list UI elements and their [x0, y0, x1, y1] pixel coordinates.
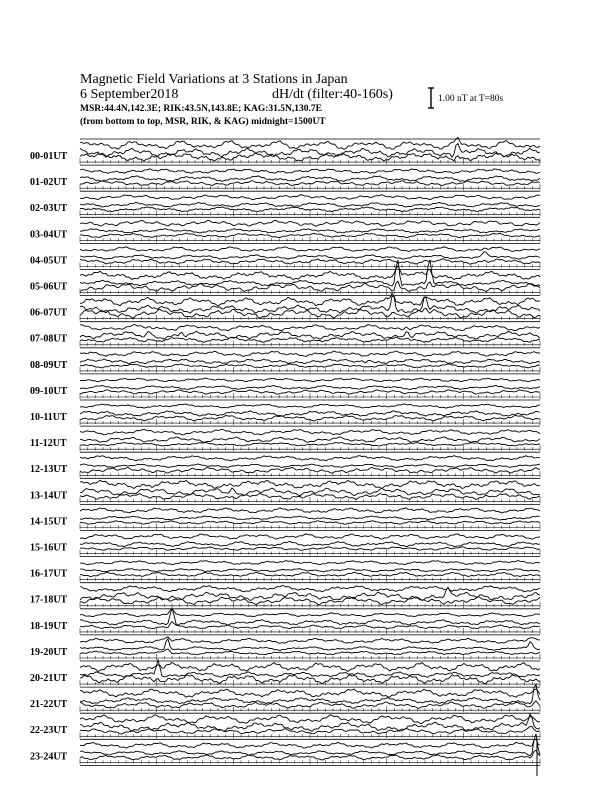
trace-09-10UT-RIK: [80, 385, 540, 389]
panel-label-06-07UT: 06-07UT: [30, 307, 68, 319]
panel-label-22-23UT: 22-23UT: [30, 725, 68, 737]
trace-16-17UT-KAG: [80, 561, 540, 565]
trace-07-08UT-KAG: [80, 325, 540, 331]
trace-02-03UT-RIK: [80, 202, 540, 207]
trace-18-19UT-RIK: [80, 608, 540, 625]
panel-label-11-12UT: 11-12UT: [30, 438, 67, 450]
panel-label-00-01UT: 00-01UT: [30, 151, 68, 162]
trace-20-21UT-RIK: [80, 660, 540, 677]
trace-15-16UT-KAG: [80, 534, 540, 539]
trace-15-16UT-RIK: [80, 541, 540, 546]
panel-label-18-19UT: 18-19UT: [30, 620, 68, 632]
panel-label-16-17UT: 16-17UT: [30, 568, 68, 580]
trace-19-20UT-MSR: [80, 649, 540, 655]
trace-13-14UT-RIK: [80, 488, 540, 496]
trace-11-12UT-KAG: [80, 429, 540, 435]
panel-label-15-16UT: 15-16UT: [30, 542, 68, 554]
trace-04-05UT-RIK: [80, 252, 540, 260]
panel-label-01-02UT: 01-02UT: [30, 177, 68, 189]
panel-label-02-03UT: 02-03UT: [30, 203, 68, 215]
scale-bar-label: 1.00 nT at T=80s: [438, 94, 504, 104]
panel-label-14-15UT: 14-15UT: [30, 516, 68, 528]
trace-12-13UT-RIK: [80, 464, 540, 468]
trace-20-21UT-KAG: [80, 662, 540, 671]
trace-23-24UT-KAG: [80, 739, 540, 748]
trace-01-02UT-RIK: [80, 176, 540, 182]
chart-title: Magnetic Field Variations at 3 Stations in Japan: [80, 72, 348, 87]
trace-19-20UT-RIK: [80, 639, 540, 651]
trace-19-20UT-KAG: [80, 637, 540, 644]
trace-14-15UT-RIK: [80, 516, 540, 520]
panel-label-13-14UT: 13-14UT: [30, 490, 68, 502]
trace-22-23UT-KAG: [80, 715, 540, 724]
trace-07-08UT-RIK: [80, 331, 540, 339]
trace-04-05UT-KAG: [80, 247, 540, 252]
panel-label-12-13UT: 12-13UT: [30, 464, 68, 476]
trace-18-19UT-MSR: [80, 622, 540, 629]
panel-label-21-22UT: 21-22UT: [30, 699, 68, 711]
panel-label-03-04UT: 03-04UT: [30, 229, 68, 241]
trace-14-15UT-KAG: [80, 508, 540, 513]
trace-08-09UT-RIK: [80, 359, 540, 364]
trace-02-03UT-KAG: [80, 195, 540, 200]
trace-18-19UT-KAG: [80, 608, 540, 616]
station-order-note: (from bottom to top, MSR, RIK, & KAG) midnight=1500UT: [80, 117, 326, 127]
date-label: 6 September2018: [80, 87, 179, 102]
panel-label-09-10UT: 09-10UT: [30, 385, 68, 397]
trace-11-12UT-RIK: [80, 437, 540, 443]
trace-21-22UT-KAG: [80, 689, 540, 697]
trace-12-13UT-KAG: [80, 456, 540, 461]
panel-label-08-09UT: 08-09UT: [30, 359, 68, 371]
trace-03-04UT-KAG: [80, 220, 540, 226]
trace-10-11UT-RIK: [80, 411, 540, 416]
trace-09-10UT-KAG: [80, 378, 540, 382]
station-coordinates: MSR:44.4N,142.3E; RIK:43.5N,143.8E; KAG:31.5N,130.7E: [80, 104, 322, 114]
measure-label: dH/dt (filter:40-160s): [272, 87, 393, 102]
panel-label-17-18UT: 17-18UT: [30, 594, 68, 606]
panel-label-04-05UT: 04-05UT: [30, 255, 68, 267]
panel-label-19-20UT: 19-20UT: [30, 646, 68, 658]
trace-10-11UT-KAG: [80, 404, 540, 408]
panel-label-07-08UT: 07-08UT: [30, 333, 68, 345]
panel-label-05-06UT: 05-06UT: [30, 281, 68, 293]
trace-17-18UT-KAG: [80, 586, 540, 592]
trace-13-14UT-KAG: [80, 480, 540, 488]
trace-01-02UT-KAG: [80, 169, 540, 174]
panel-label-10-11UT: 10-11UT: [30, 412, 67, 423]
trace-16-17UT-RIK: [80, 569, 540, 572]
trace-03-04UT-RIK: [80, 229, 540, 233]
trace-08-09UT-KAG: [80, 351, 540, 357]
panel-label-20-21UT: 20-21UT: [30, 673, 68, 684]
panel-label-23-24UT: 23-24UT: [30, 751, 68, 763]
